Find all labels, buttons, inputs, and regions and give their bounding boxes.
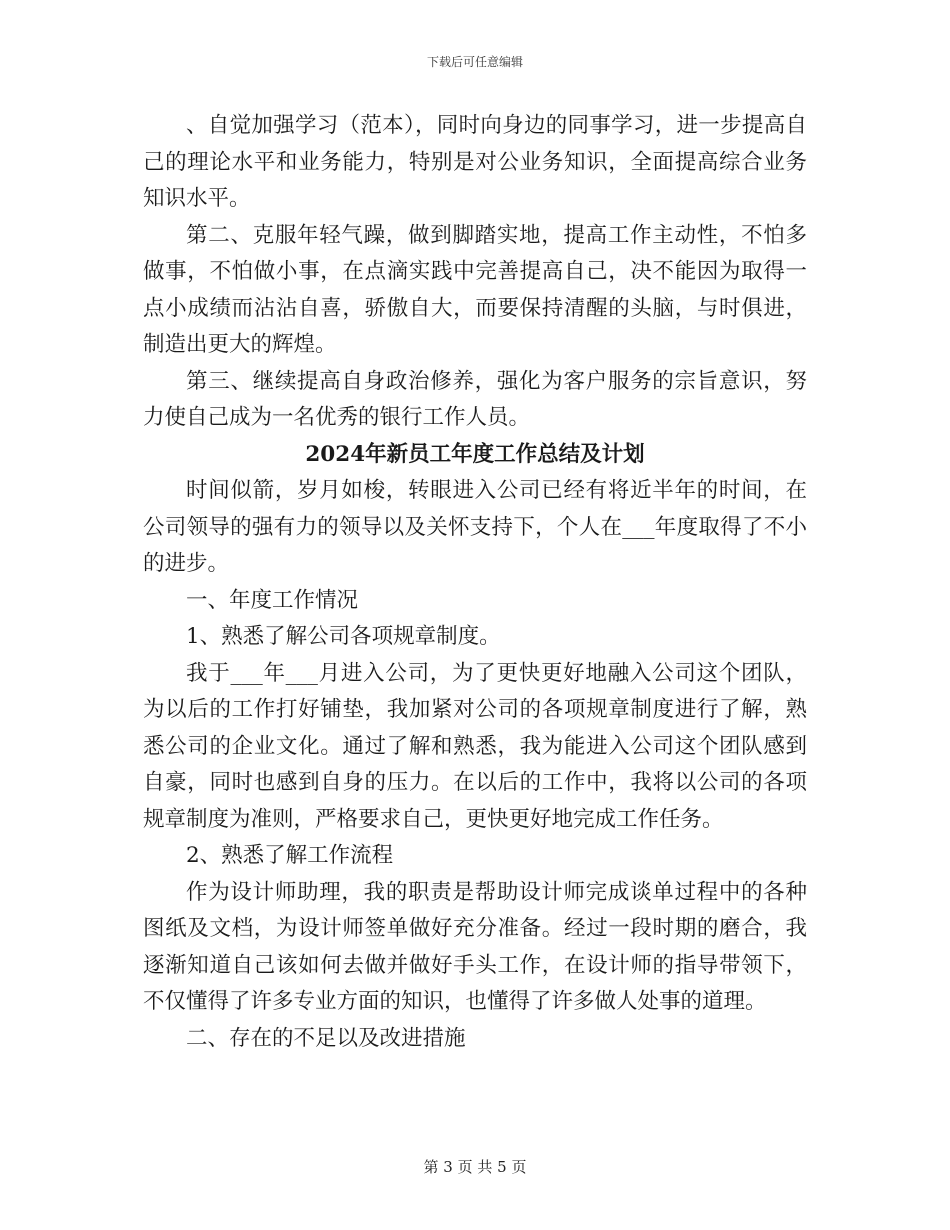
section-title: 2024年新员工年度工作总结及计划 [305,441,645,467]
paragraph: 时间似箭，岁月如梭，转眼进入公司已经有将近半年的时间，在公司领导的强有力的领导以及关怀支持下，个人在___年度取得了不小的进步。 [143,478,807,576]
document-body [143,108,807,1057]
paragraph: 第三、继续提高自身政治修养，强化为客户服务的宗旨意识，努力使自己成为一名优秀的银行工作人员。 [143,368,807,430]
paragraph: 作为设计师助理，我的职责是帮助设计师完成谈单过程中的各种图纸及文档，为设计师签单做好充分准备。经过一段时期的磨合，我逐渐知道自己该如何去做并做好手头工作，在设计师的指导带领下，不仅懂得了许多专业方面的知识，也懂得了许多做人处事的道理。 [143,879,807,1014]
paragraph: 我于___年___月进入公司，为了更快更好地融入公司这个团队，为以后的工作打好铺垫，我加紧对公司的各项规章制度进行了解，熟悉公司的企业文化。通过了解和熟悉，我为能进入公司这个团队感到自豪，同时也感到自身的压力。在以后的工作中，我将以公司的各项规章制度为准则，严格要求自己，更快更好地完成工作任务。 [143,660,807,832]
paragraph: 、自觉加强学习（范本），同时向身边的同事学习，进一步提高自己的理论水平和业务能力，特别是对公业务知识，全面提高综合业务知识水平。 [143,113,807,211]
paragraph: 二、存在的不足以及改进措施 [186,1025,466,1051]
paragraph: 2、熟悉了解工作流程 [186,843,394,868]
page-header: 下载后可任意编辑 [426,55,523,69]
page-footer: 第 3 页 共 5 页 [423,1158,527,1176]
paragraph: 一、年度工作情况 [186,587,359,613]
paragraph: 第二、克服年轻气躁，做到脚踏实地，提高工作主动性，不怕多做事，不怕做小事，在点滴实践中完善提高自己，决不能因为取得一点小成绩而沾沾自喜，骄傲自大，而要保持清醒的头脑，与时俱进，制造出更大的辉煌。 [143,222,807,357]
paragraph: 1、熟悉了解公司各项规章制度。 [186,624,501,649]
